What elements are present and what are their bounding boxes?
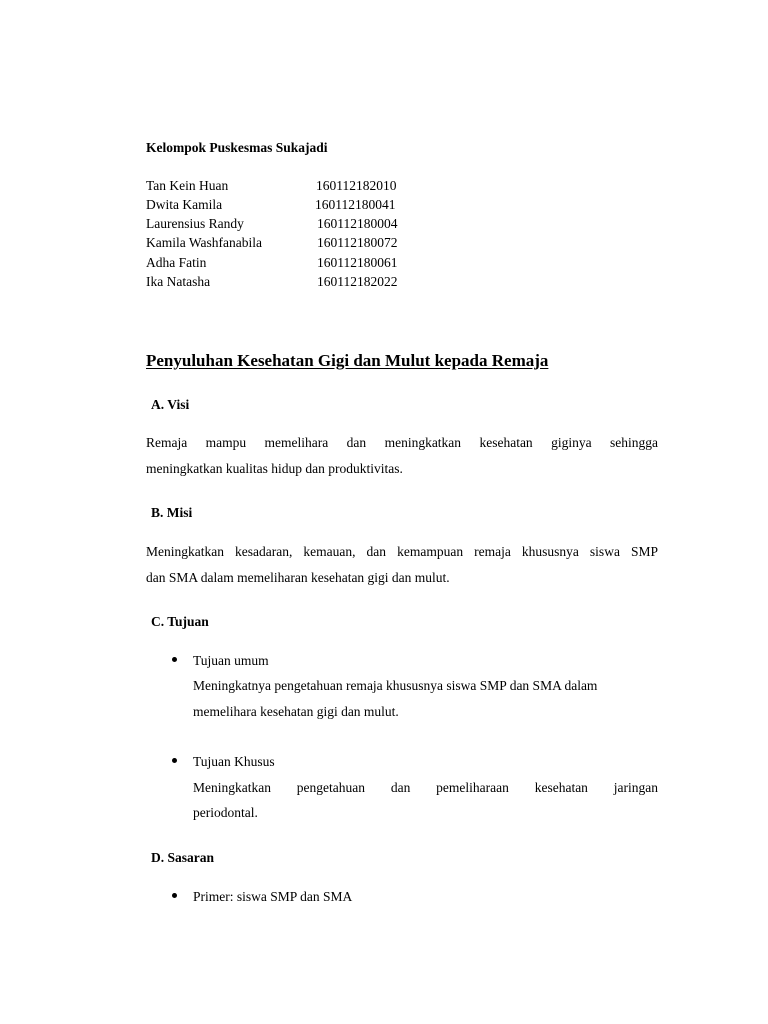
bullet-icon [172,893,177,898]
misi-text-line: dan SMA dalam memeliharan kesehatan gigi dan mulut. [146,570,450,585]
tujuan-umum-label: Tujuan umum [193,653,269,668]
tujuan-umum-text-line: memelihara kesehatan gigi dan mulut. [193,704,399,719]
sasaran-item: Primer: siswa SMP dan SMA [193,889,353,904]
tujuan-khusus-text-line: Meningkatkan pengetahuan dan pemeliharaan kesehatan jaringan [193,780,658,795]
section-heading-tujuan: C. Tujuan [151,614,209,629]
document-title: Penyuluhan Kesehatan Gigi dan Mulut kepada Remaja [146,351,549,370]
member-name: Ika Natasha [146,274,211,289]
tujuan-khusus-label: Tujuan Khusus [193,754,275,769]
member-name: Dwita Kamila [146,197,223,212]
bullet-icon [172,758,177,763]
bullet-icon [172,657,177,662]
member-id: 160112180004 [317,216,398,231]
tujuan-khusus-text-line: periodontal. [193,805,258,820]
member-name: Adha Fatin [146,255,207,270]
visi-text-line: Remaja mampu memelihara dan meningkatkan kesehatan giginya sehingga [146,435,658,450]
group-title: Kelompok Puskesmas Sukajadi [146,140,328,155]
member-name: Tan Kein Huan [146,178,229,193]
visi-text-line: meningkatkan kualitas hidup dan produktivitas. [146,461,403,476]
member-id: 160112180072 [317,235,398,250]
section-heading-misi: B. Misi [151,505,193,520]
member-name: Laurensius Randy [146,216,244,231]
misi-text-line: Meningkatkan kesadaran, kemauan, dan kemampuan remaja khususnya siswa SMP [146,544,658,559]
member-id: 160112182010 [316,178,397,193]
member-id: 160112182022 [317,274,398,289]
member-id: 160112180041 [315,197,396,212]
member-id: 160112180061 [317,255,398,270]
member-name: Kamila Washfanabila [146,235,262,250]
section-heading-visi: A. Visi [151,397,190,412]
section-heading-sasaran: D. Sasaran [151,850,215,865]
tujuan-umum-text-line: Meningkatnya pengetahuan remaja khususnya siswa SMP dan SMA dalam [193,678,598,693]
